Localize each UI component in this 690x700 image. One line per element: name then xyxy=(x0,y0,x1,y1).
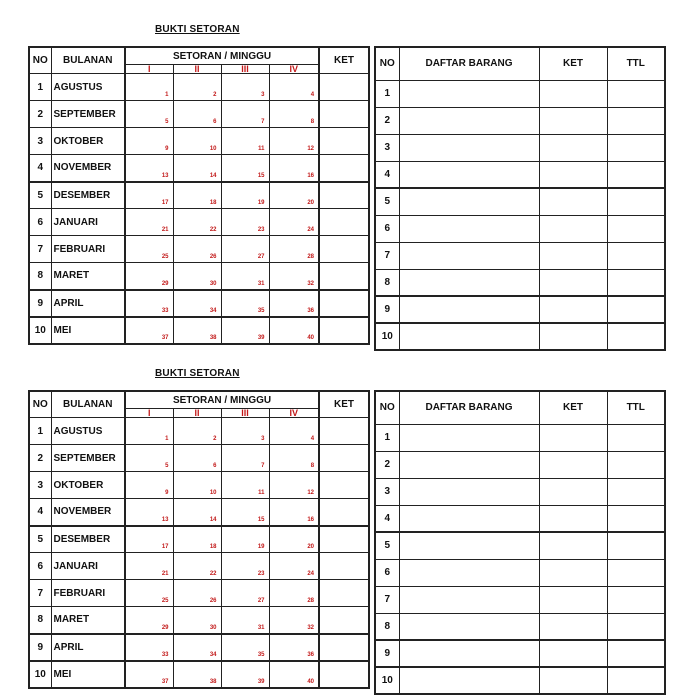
ket-cell xyxy=(539,242,607,269)
month-name: OKTOBER xyxy=(51,128,125,155)
ket-cell xyxy=(539,134,607,161)
month-row xyxy=(29,74,369,101)
row-number: 10 xyxy=(375,323,399,350)
item-row xyxy=(375,424,665,451)
week-number: 34 xyxy=(173,634,221,661)
deposit-table-panel xyxy=(28,46,370,345)
week-header: IV xyxy=(269,65,319,74)
week-number: 23 xyxy=(221,553,269,580)
ket-cell xyxy=(539,505,607,532)
week-number: 13 xyxy=(125,499,173,526)
row-number: 3 xyxy=(375,134,399,161)
week-number: 31 xyxy=(221,263,269,290)
ttl-cell xyxy=(607,296,665,323)
ket-cell xyxy=(319,445,369,472)
ket-cell xyxy=(319,263,369,290)
week-number: 21 xyxy=(125,553,173,580)
month-name: MEI xyxy=(51,661,125,688)
row-number: 2 xyxy=(29,101,51,128)
week-number: 12 xyxy=(269,472,319,499)
header-ket: KET xyxy=(539,47,607,80)
section-title: BUKTI SETORAN xyxy=(155,368,240,379)
deposit-table xyxy=(28,46,370,345)
item-row xyxy=(375,451,665,478)
week-number: 14 xyxy=(173,499,221,526)
ttl-cell xyxy=(607,107,665,134)
header-setoran: SETORAN / MINGGU xyxy=(125,47,319,65)
week-number: 35 xyxy=(221,290,269,317)
ket-cell xyxy=(319,290,369,317)
week-number: 3 xyxy=(221,418,269,445)
week-number: 13 xyxy=(125,155,173,182)
item-row xyxy=(375,640,665,667)
week-number: 26 xyxy=(173,236,221,263)
week-number: 37 xyxy=(125,661,173,688)
week-number: 15 xyxy=(221,499,269,526)
item-row xyxy=(375,296,665,323)
month-row xyxy=(29,263,369,290)
item-row xyxy=(375,242,665,269)
row-number: 6 xyxy=(375,559,399,586)
week-number: 26 xyxy=(173,580,221,607)
week-number: 19 xyxy=(221,182,269,209)
month-row xyxy=(29,472,369,499)
item-row xyxy=(375,107,665,134)
ttl-cell xyxy=(607,188,665,215)
ket-cell xyxy=(319,472,369,499)
daftar-barang-cell xyxy=(399,451,539,478)
ket-cell xyxy=(539,586,607,613)
week-number: 34 xyxy=(173,290,221,317)
section-title: BUKTI SETORAN xyxy=(155,24,240,35)
ket-cell xyxy=(539,269,607,296)
header-no: NO xyxy=(375,391,399,424)
row-number: 9 xyxy=(29,290,51,317)
item-row xyxy=(375,323,665,350)
header-daftar-barang: DAFTAR BARANG xyxy=(399,47,539,80)
week-number: 21 xyxy=(125,209,173,236)
ket-cell xyxy=(319,236,369,263)
week-number: 27 xyxy=(221,580,269,607)
week-header: I xyxy=(125,65,173,74)
ket-cell xyxy=(319,101,369,128)
week-number: 8 xyxy=(269,445,319,472)
row-number: 5 xyxy=(375,532,399,559)
row-number: 5 xyxy=(29,182,51,209)
month-row xyxy=(29,317,369,344)
week-number: 7 xyxy=(221,445,269,472)
week-number: 17 xyxy=(125,526,173,553)
daftar-barang-cell xyxy=(399,269,539,296)
ket-cell xyxy=(319,209,369,236)
month-name: MARET xyxy=(51,607,125,634)
week-number: 33 xyxy=(125,634,173,661)
daftar-barang-cell xyxy=(399,323,539,350)
ket-cell xyxy=(539,667,607,694)
item-row xyxy=(375,505,665,532)
week-number: 33 xyxy=(125,290,173,317)
row-number: 10 xyxy=(29,317,51,344)
daftar-barang-cell xyxy=(399,188,539,215)
month-row xyxy=(29,236,369,263)
row-number: 1 xyxy=(375,80,399,107)
ket-cell xyxy=(539,215,607,242)
month-row xyxy=(29,418,369,445)
week-number: 17 xyxy=(125,182,173,209)
row-number: 2 xyxy=(375,107,399,134)
week-number: 20 xyxy=(269,182,319,209)
ttl-cell xyxy=(607,424,665,451)
week-number: 8 xyxy=(269,101,319,128)
row-number: 7 xyxy=(29,580,51,607)
deposit-table-panel xyxy=(28,390,370,689)
row-number: 4 xyxy=(29,155,51,182)
ket-cell xyxy=(539,323,607,350)
ket-cell xyxy=(319,607,369,634)
week-number: 35 xyxy=(221,634,269,661)
week-number: 4 xyxy=(269,418,319,445)
week-number: 14 xyxy=(173,155,221,182)
ket-cell xyxy=(319,661,369,688)
week-number: 19 xyxy=(221,526,269,553)
row-number: 3 xyxy=(375,478,399,505)
daftar-barang-cell xyxy=(399,424,539,451)
item-row xyxy=(375,269,665,296)
month-row xyxy=(29,101,369,128)
row-number: 4 xyxy=(29,499,51,526)
month-row xyxy=(29,445,369,472)
month-row xyxy=(29,526,369,553)
week-number: 37 xyxy=(125,317,173,344)
month-name: SEPTEMBER xyxy=(51,101,125,128)
week-number: 24 xyxy=(269,553,319,580)
ket-cell xyxy=(539,296,607,323)
ttl-cell xyxy=(607,505,665,532)
week-number: 7 xyxy=(221,101,269,128)
week-header: II xyxy=(173,65,221,74)
ket-cell xyxy=(319,155,369,182)
row-number: 10 xyxy=(375,667,399,694)
ket-cell xyxy=(319,317,369,344)
row-number: 9 xyxy=(29,634,51,661)
week-number: 22 xyxy=(173,209,221,236)
week-number: 10 xyxy=(173,128,221,155)
week-number: 2 xyxy=(173,418,221,445)
ket-cell xyxy=(539,161,607,188)
month-row xyxy=(29,182,369,209)
ket-cell xyxy=(319,418,369,445)
month-name: FEBRUARI xyxy=(51,580,125,607)
daftar-barang-cell xyxy=(399,640,539,667)
row-number: 7 xyxy=(29,236,51,263)
week-number: 31 xyxy=(221,607,269,634)
week-number: 5 xyxy=(125,101,173,128)
header-no: NO xyxy=(375,47,399,80)
week-number: 2 xyxy=(173,74,221,101)
week-number: 36 xyxy=(269,290,319,317)
ttl-cell xyxy=(607,242,665,269)
month-name: AGUSTUS xyxy=(51,74,125,101)
header-daftar-barang: DAFTAR BARANG xyxy=(399,391,539,424)
ket-cell xyxy=(319,553,369,580)
ket-cell xyxy=(319,74,369,101)
row-number: 7 xyxy=(375,586,399,613)
week-number: 1 xyxy=(125,74,173,101)
month-name: APRIL xyxy=(51,634,125,661)
week-number: 16 xyxy=(269,499,319,526)
week-number: 36 xyxy=(269,634,319,661)
week-number: 4 xyxy=(269,74,319,101)
week-header: III xyxy=(221,409,269,418)
month-name: NOVEMBER xyxy=(51,499,125,526)
item-row xyxy=(375,215,665,242)
header-ttl: TTL xyxy=(607,47,665,80)
row-number: 8 xyxy=(29,263,51,290)
month-row xyxy=(29,155,369,182)
month-row xyxy=(29,580,369,607)
daftar-barang-cell xyxy=(399,134,539,161)
month-name: OKTOBER xyxy=(51,472,125,499)
header-no: NO xyxy=(29,391,51,418)
ket-cell xyxy=(539,451,607,478)
week-header: I xyxy=(125,409,173,418)
ket-cell xyxy=(319,634,369,661)
item-table xyxy=(374,46,666,351)
ttl-cell xyxy=(607,215,665,242)
ttl-cell xyxy=(607,161,665,188)
week-number: 20 xyxy=(269,526,319,553)
ket-cell xyxy=(539,613,607,640)
week-number: 9 xyxy=(125,472,173,499)
row-number: 4 xyxy=(375,161,399,188)
item-table-panel xyxy=(374,46,666,351)
row-number: 5 xyxy=(29,526,51,553)
ket-cell xyxy=(539,424,607,451)
ket-cell xyxy=(539,559,607,586)
week-number: 5 xyxy=(125,445,173,472)
week-number: 30 xyxy=(173,607,221,634)
row-number: 2 xyxy=(375,451,399,478)
header-ket: KET xyxy=(539,391,607,424)
month-row xyxy=(29,661,369,688)
ttl-cell xyxy=(607,532,665,559)
week-number: 25 xyxy=(125,236,173,263)
month-row xyxy=(29,634,369,661)
week-number: 3 xyxy=(221,74,269,101)
header-ket: KET xyxy=(319,391,369,418)
ket-cell xyxy=(319,526,369,553)
daftar-barang-cell xyxy=(399,296,539,323)
week-number: 40 xyxy=(269,317,319,344)
item-row xyxy=(375,559,665,586)
row-number: 6 xyxy=(29,553,51,580)
header-no: NO xyxy=(29,47,51,74)
week-number: 40 xyxy=(269,661,319,688)
week-number: 23 xyxy=(221,209,269,236)
week-number: 10 xyxy=(173,472,221,499)
month-name: AGUSTUS xyxy=(51,418,125,445)
ket-cell xyxy=(539,640,607,667)
week-header: II xyxy=(173,409,221,418)
week-number: 25 xyxy=(125,580,173,607)
week-number: 18 xyxy=(173,526,221,553)
item-row xyxy=(375,667,665,694)
month-row xyxy=(29,607,369,634)
row-number: 3 xyxy=(29,472,51,499)
daftar-barang-cell xyxy=(399,559,539,586)
ttl-cell xyxy=(607,586,665,613)
month-name: DESEMBER xyxy=(51,526,125,553)
item-row xyxy=(375,586,665,613)
week-number: 39 xyxy=(221,317,269,344)
row-number: 7 xyxy=(375,242,399,269)
daftar-barang-cell xyxy=(399,532,539,559)
row-number: 9 xyxy=(375,640,399,667)
week-number: 28 xyxy=(269,236,319,263)
header-setoran: SETORAN / MINGGU xyxy=(125,391,319,409)
daftar-barang-cell xyxy=(399,215,539,242)
month-row xyxy=(29,553,369,580)
week-number: 27 xyxy=(221,236,269,263)
week-number: 39 xyxy=(221,661,269,688)
daftar-barang-cell xyxy=(399,107,539,134)
month-name: DESEMBER xyxy=(51,182,125,209)
row-number: 9 xyxy=(375,296,399,323)
ttl-cell xyxy=(607,640,665,667)
week-number: 6 xyxy=(173,101,221,128)
header-bulanan: BULANAN xyxy=(51,391,125,418)
week-number: 11 xyxy=(221,128,269,155)
week-number: 22 xyxy=(173,553,221,580)
week-number: 38 xyxy=(173,317,221,344)
row-number: 4 xyxy=(375,505,399,532)
item-row xyxy=(375,80,665,107)
ket-cell xyxy=(539,532,607,559)
daftar-barang-cell xyxy=(399,505,539,532)
deposit-table xyxy=(28,390,370,689)
month-name: NOVEMBER xyxy=(51,155,125,182)
month-name: JANUARI xyxy=(51,553,125,580)
month-name: APRIL xyxy=(51,290,125,317)
week-header: III xyxy=(221,65,269,74)
month-name: FEBRUARI xyxy=(51,236,125,263)
row-number: 1 xyxy=(29,418,51,445)
row-number: 8 xyxy=(375,269,399,296)
header-bulanan: BULANAN xyxy=(51,47,125,74)
ket-cell xyxy=(539,80,607,107)
row-number: 8 xyxy=(29,607,51,634)
item-row xyxy=(375,134,665,161)
week-number: 16 xyxy=(269,155,319,182)
ket-cell xyxy=(319,128,369,155)
month-name: JANUARI xyxy=(51,209,125,236)
week-number: 6 xyxy=(173,445,221,472)
week-number: 15 xyxy=(221,155,269,182)
week-number: 24 xyxy=(269,209,319,236)
week-number: 38 xyxy=(173,661,221,688)
ket-cell xyxy=(319,182,369,209)
item-table xyxy=(374,390,666,695)
ttl-cell xyxy=(607,667,665,694)
header-ttl: TTL xyxy=(607,391,665,424)
daftar-barang-cell xyxy=(399,161,539,188)
week-number: 1 xyxy=(125,418,173,445)
month-name: SEPTEMBER xyxy=(51,445,125,472)
month-row xyxy=(29,290,369,317)
item-row xyxy=(375,613,665,640)
daftar-barang-cell xyxy=(399,242,539,269)
item-row xyxy=(375,532,665,559)
daftar-barang-cell xyxy=(399,667,539,694)
ttl-cell xyxy=(607,323,665,350)
ket-cell xyxy=(539,188,607,215)
row-number: 5 xyxy=(375,188,399,215)
row-number: 2 xyxy=(29,445,51,472)
week-number: 28 xyxy=(269,580,319,607)
week-number: 32 xyxy=(269,607,319,634)
week-number: 12 xyxy=(269,128,319,155)
ttl-cell xyxy=(607,613,665,640)
header-ket: KET xyxy=(319,47,369,74)
month-name: MARET xyxy=(51,263,125,290)
week-number: 29 xyxy=(125,263,173,290)
row-number: 6 xyxy=(375,215,399,242)
month-row xyxy=(29,209,369,236)
ttl-cell xyxy=(607,134,665,161)
week-number: 18 xyxy=(173,182,221,209)
row-number: 1 xyxy=(375,424,399,451)
week-number: 9 xyxy=(125,128,173,155)
row-number: 8 xyxy=(375,613,399,640)
week-header: IV xyxy=(269,409,319,418)
row-number: 6 xyxy=(29,209,51,236)
week-number: 32 xyxy=(269,263,319,290)
daftar-barang-cell xyxy=(399,80,539,107)
week-number: 11 xyxy=(221,472,269,499)
item-table-panel xyxy=(374,390,666,695)
row-number: 10 xyxy=(29,661,51,688)
daftar-barang-cell xyxy=(399,478,539,505)
ttl-cell xyxy=(607,269,665,296)
ttl-cell xyxy=(607,451,665,478)
row-number: 3 xyxy=(29,128,51,155)
daftar-barang-cell xyxy=(399,613,539,640)
month-row xyxy=(29,499,369,526)
ttl-cell xyxy=(607,559,665,586)
week-number: 30 xyxy=(173,263,221,290)
ttl-cell xyxy=(607,80,665,107)
week-number: 29 xyxy=(125,607,173,634)
ket-cell xyxy=(539,107,607,134)
item-row xyxy=(375,478,665,505)
row-number: 1 xyxy=(29,74,51,101)
ket-cell xyxy=(319,580,369,607)
item-row xyxy=(375,188,665,215)
ket-cell xyxy=(539,478,607,505)
ttl-cell xyxy=(607,478,665,505)
month-row xyxy=(29,128,369,155)
item-row xyxy=(375,161,665,188)
month-name: MEI xyxy=(51,317,125,344)
daftar-barang-cell xyxy=(399,586,539,613)
ket-cell xyxy=(319,499,369,526)
